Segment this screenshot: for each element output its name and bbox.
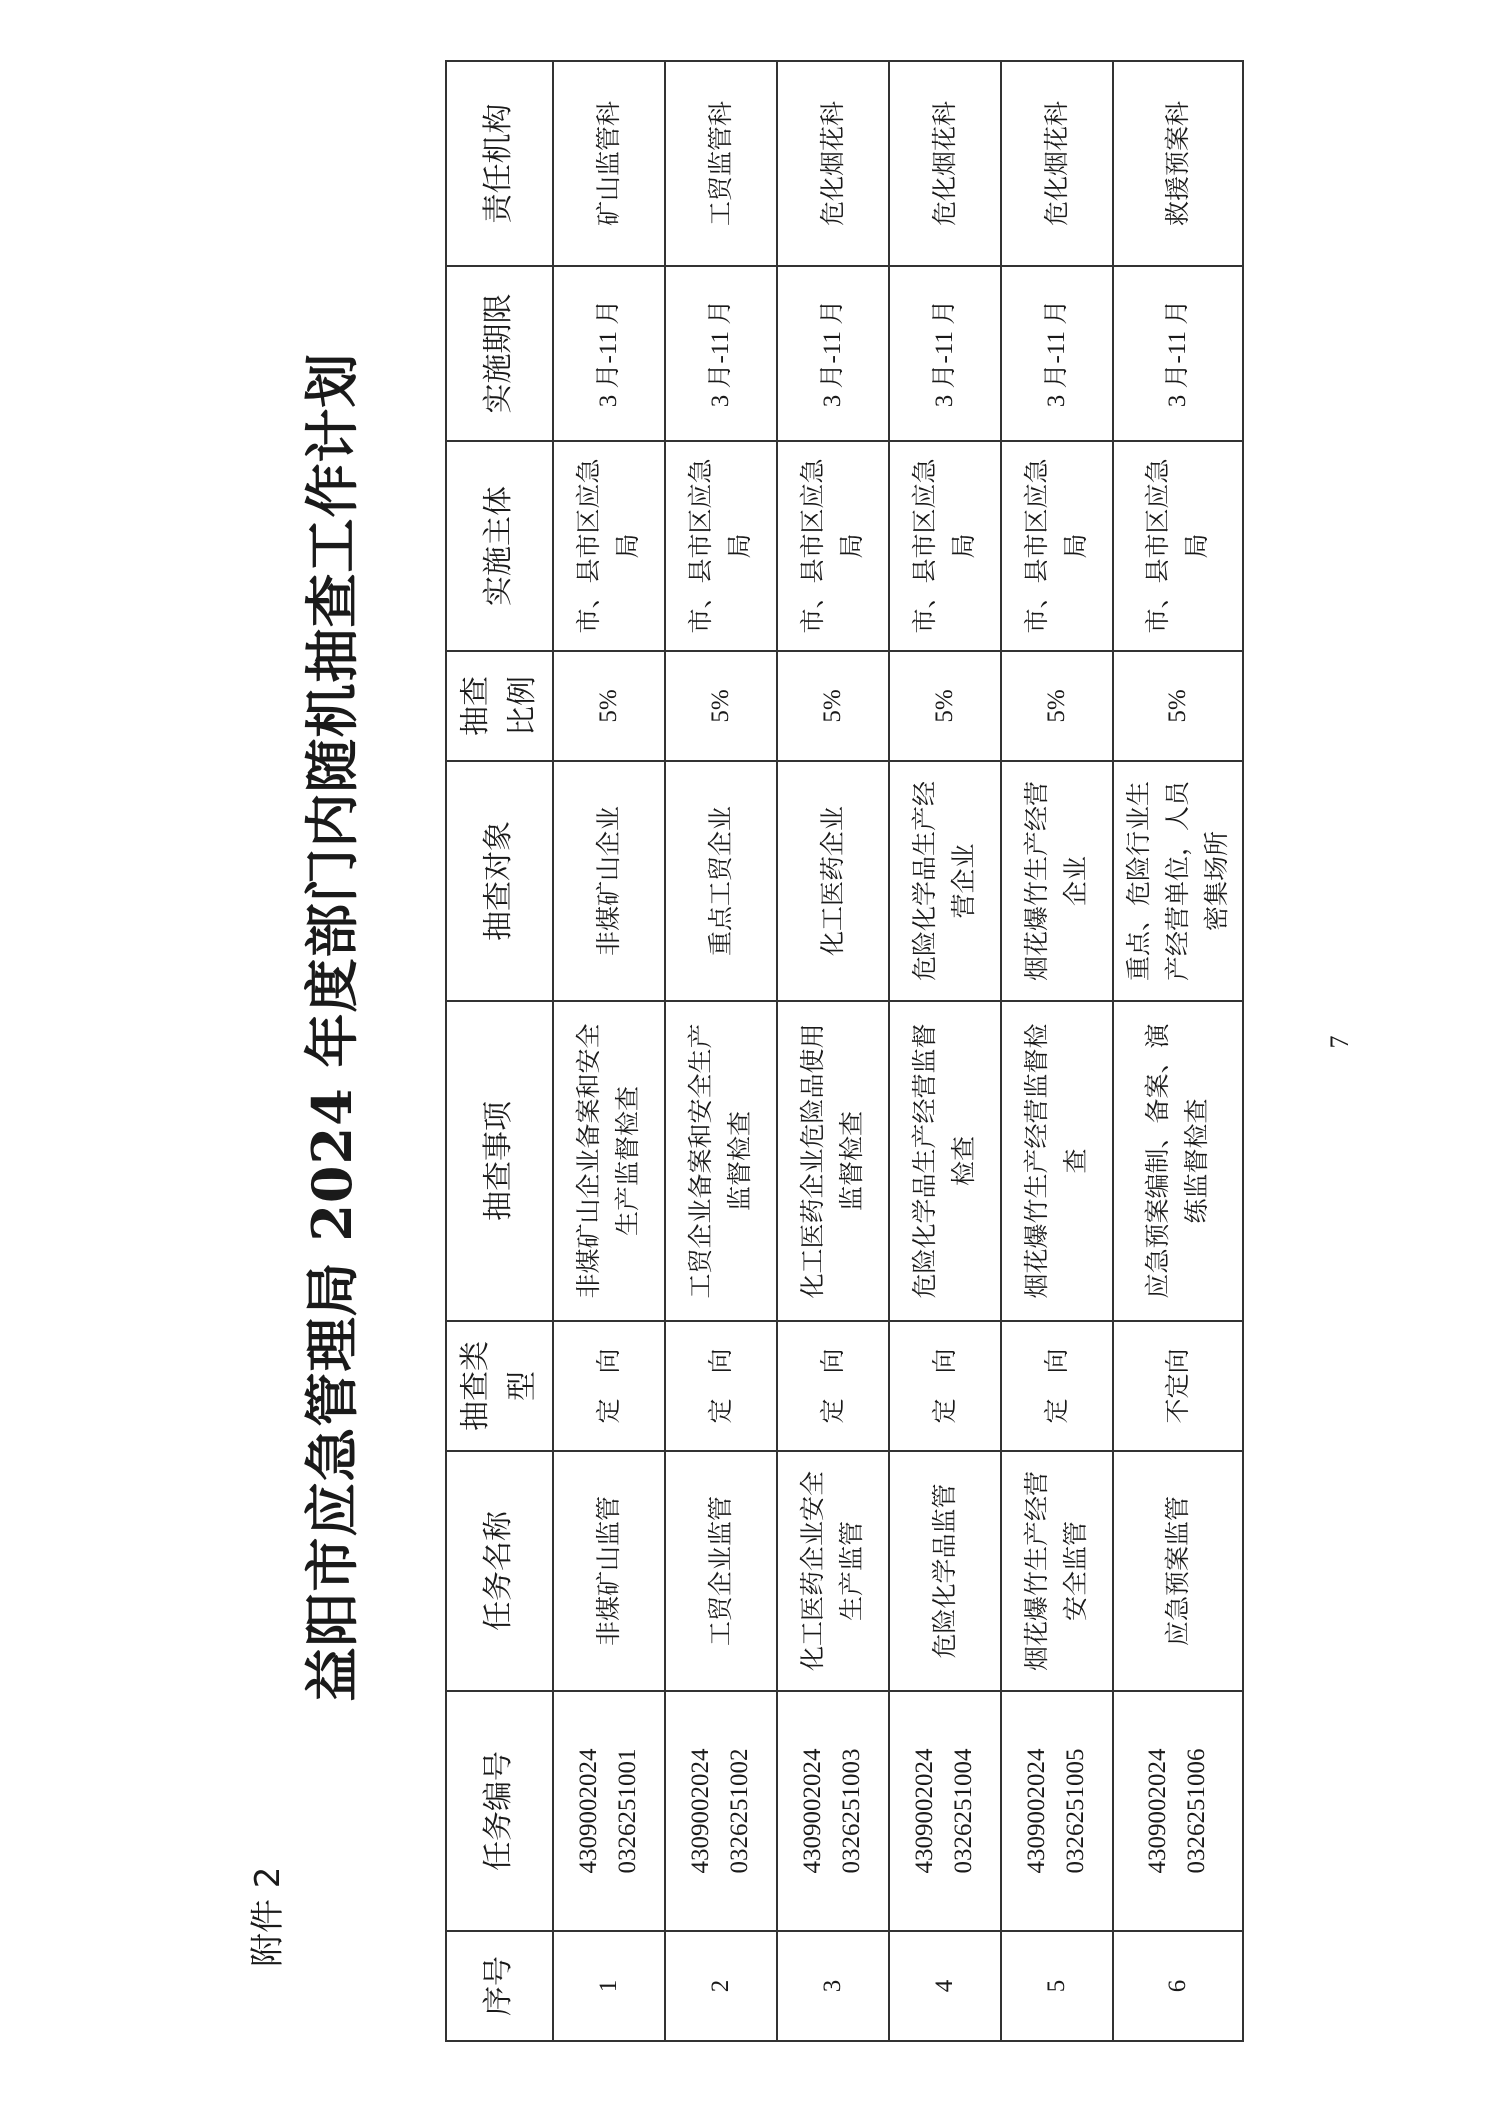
cell-check-target: 化工医药企业 (777, 761, 889, 1001)
cell-check-target: 重点、危险行业生产经营单位，人员密集场所 (1113, 761, 1243, 1001)
cell-check-item: 工贸企业备案和安全生产监督检查 (665, 1001, 777, 1321)
header-check-item: 抽查事项 (446, 1001, 553, 1321)
cell-no: 2 (665, 1931, 777, 2041)
task-code-line-1: 4309002024 (799, 1748, 827, 1874)
cell-responsible-org: 危化烟花科 (1001, 61, 1113, 266)
cell-check-type: 定 向 (1001, 1321, 1113, 1451)
header-executing-body: 实施主体 (446, 441, 553, 651)
cell-executing-body: 市、县市区应急局 (553, 441, 665, 651)
cell-no: 1 (553, 1931, 665, 2041)
cell-task-name: 烟花爆竹生产经营安全监管 (1001, 1451, 1113, 1691)
cell-check-target: 危险化学品生产经营企业 (889, 761, 1001, 1001)
task-code-line-2: 0326251005 (1062, 1748, 1089, 1874)
cell-period: 3 月-11 月 (777, 266, 889, 441)
cell-task-name: 工贸企业监管 (665, 1451, 777, 1691)
cell-period: 3 月-11 月 (889, 266, 1001, 441)
task-code-line-1: 4309002024 (1144, 1748, 1172, 1874)
cell-check-item: 应急预案编制、备案、演练监督检查 (1113, 1001, 1243, 1321)
cell-no: 4 (889, 1931, 1001, 2041)
task-code-line-2: 0326251001 (614, 1748, 641, 1874)
cell-task-name: 非煤矿山监管 (553, 1451, 665, 1691)
cell-executing-body: 市、县市区应急局 (665, 441, 777, 651)
cell-responsible-org: 工贸监管科 (665, 61, 777, 266)
table-row (553, 61, 665, 2041)
cell-executing-body: 市、县市区应急局 (1001, 441, 1113, 651)
cell-check-type: 定 向 (777, 1321, 889, 1451)
table-row (889, 61, 1001, 2041)
cell-responsible-org: 危化烟花科 (889, 61, 1001, 266)
cell-period: 3 月-11 月 (553, 266, 665, 441)
cell-check-ratio: 5% (1001, 651, 1113, 761)
task-code-line-2: 0326251003 (838, 1748, 865, 1874)
cell-check-target: 重点工贸企业 (665, 761, 777, 1001)
table-header-row (446, 61, 553, 2041)
cell-period: 3 月-11 月 (1113, 266, 1243, 441)
cell-check-type: 定 向 (665, 1321, 777, 1451)
task-code-line-1: 4309002024 (575, 1748, 603, 1874)
cell-check-type: 不定向 (1113, 1321, 1243, 1451)
cell-responsible-org: 矿山监管科 (553, 61, 665, 266)
cell-check-ratio: 5% (889, 651, 1001, 761)
task-code-line-2: 0326251006 (1183, 1748, 1211, 1874)
attachment-label: 附件 2 (248, 1866, 288, 1967)
table-row (665, 61, 777, 2041)
cell-check-ratio: 5% (1113, 651, 1243, 761)
cell-no: 3 (777, 1931, 889, 2041)
cell-period: 3 月-11 月 (665, 266, 777, 441)
header-task-code: 任务编号 (446, 1691, 553, 1931)
inspection-plan-table (445, 60, 1244, 2042)
cell-no: 5 (1001, 1931, 1113, 2041)
cell-check-type: 定 向 (889, 1321, 1001, 1451)
cell-responsible-org: 救援预案科 (1113, 61, 1243, 266)
header-period: 实施期限 (446, 266, 553, 441)
cell-task-code (1113, 1691, 1243, 1931)
cell-no: 6 (1113, 1931, 1243, 2041)
task-code-line-1: 4309002024 (687, 1748, 715, 1874)
cell-task-name: 应急预案监管 (1113, 1451, 1243, 1691)
cell-check-item: 非煤矿山企业备案和安全生产监督检查 (553, 1001, 665, 1321)
document-title: 益阳市应急管理局 2024 年度部门内随机抽查工作计划 (300, 352, 364, 1702)
cell-responsible-org: 危化烟花科 (777, 61, 889, 266)
cell-task-code (889, 1691, 1001, 1931)
task-code-line-2: 0326251002 (726, 1748, 753, 1874)
cell-check-target: 非煤矿山企业 (553, 761, 665, 1001)
header-no: 序号 (446, 1931, 553, 2041)
cell-task-code (665, 1691, 777, 1931)
header-responsible-org: 责任机构 (446, 61, 553, 266)
cell-task-code (553, 1691, 665, 1931)
page-number: 7 (1325, 1035, 1354, 1049)
cell-executing-body: 市、县市区应急局 (777, 441, 889, 651)
header-check-target: 抽查对象 (446, 761, 553, 1001)
cell-check-item: 烟花爆竹生产经营监督检查 (1001, 1001, 1113, 1321)
task-code-line-2: 0326251004 (950, 1748, 977, 1874)
task-code-line-1: 4309002024 (1023, 1748, 1051, 1874)
cell-period: 3 月-11 月 (1001, 266, 1113, 441)
header-check-type: 抽查类型 (446, 1321, 553, 1451)
cell-executing-body: 市、县市区应急局 (1113, 441, 1243, 651)
cell-check-item: 化工医药企业危险品使用监督检查 (777, 1001, 889, 1321)
cell-executing-body: 市、县市区应急局 (889, 441, 1001, 651)
cell-task-name: 化工医药企业安全生产监管 (777, 1451, 889, 1691)
cell-check-type: 定 向 (553, 1321, 665, 1451)
cell-check-target: 烟花爆竹生产经营企业 (1001, 761, 1113, 1001)
cell-check-item: 危险化学品生产经营监督检查 (889, 1001, 1001, 1321)
header-check-ratio: 抽查比例 (446, 651, 553, 761)
cell-task-code (777, 1691, 889, 1931)
task-code-line-1: 4309002024 (911, 1748, 939, 1874)
table-row (1001, 61, 1113, 2041)
cell-check-ratio: 5% (553, 651, 665, 761)
cell-check-ratio: 5% (665, 651, 777, 761)
header-task-name: 任务名称 (446, 1451, 553, 1691)
table-row (777, 61, 889, 2041)
cell-task-name: 危险化学品监管 (889, 1451, 1001, 1691)
cell-task-code (1001, 1691, 1113, 1931)
table-row (1113, 61, 1243, 2041)
cell-check-ratio: 5% (777, 651, 889, 761)
